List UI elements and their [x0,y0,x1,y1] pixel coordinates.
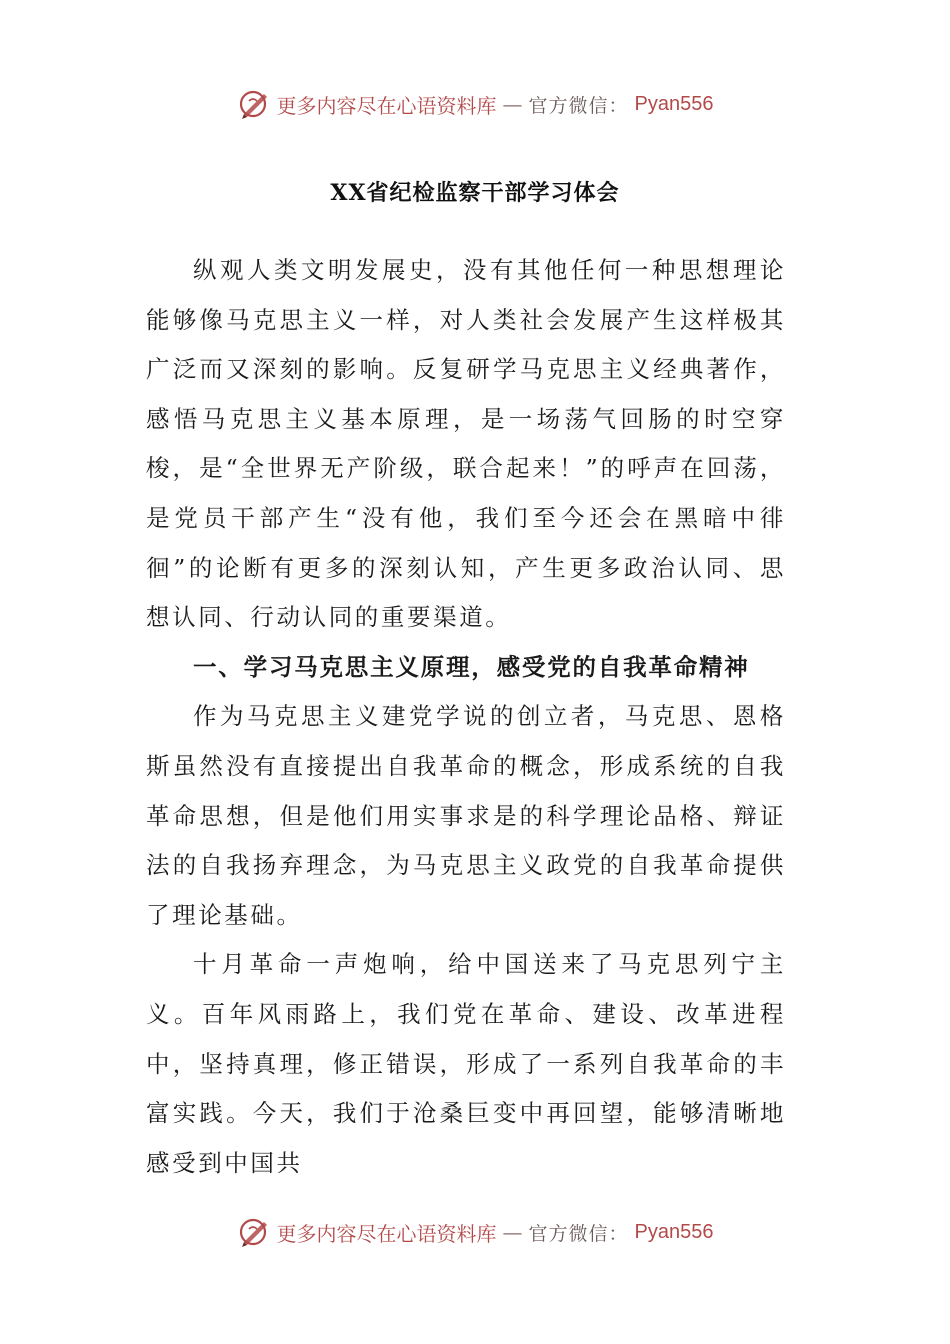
watermark-dash: — [502,1220,523,1244]
document-title: XX省纪检监察干部学习体会 [330,180,620,206]
document-body [146,246,786,1188]
watermark-official-label: 官方微信： [528,94,629,117]
footer-watermark [0,1212,950,1252]
header-watermark [0,84,950,124]
pen-logo-icon [237,87,271,121]
section-paragraph: 十月革命一声炮响，给中国送来了马克思列宁主义。百年风雨路上，我们党在革命、建设、改革进程中，坚持真理，修正错误，形成了一系列自我革命的丰富实践。今天，我们于沧桑巨变中再回望，能够清晰地感受到中国共 [146,950,786,1177]
section-heading: 一、学习马克思主义原理，感受党的自我革命精神 [193,652,750,681]
section-paragraph: 作为马克思主义建党学说的创立者，马克思、恩格斯虽然没有直接提出自我革命的概念，形成系统的自我革命思想，但是他们用实事求是的科学理论品格、辩证法的自我扬弃理念，为马克思主义政党的自我革命提供了理论基础。 [146,702,786,929]
pen-logo-icon [237,1215,271,1249]
watermark-wechat-id: Pyan556 [634,92,714,115]
watermark-text: 更多内容尽在心语资料库 [276,1221,497,1246]
watermark-dash: — [502,92,523,116]
watermark-wechat-id: Pyan556 [634,1220,714,1243]
watermark-text: 更多内容尽在心语资料库 [276,93,497,118]
intro-paragraph: 纵观人类文明发展史，没有其他任何一种思想理论能够像马克思主义一样，对人类社会发展产生这样极其广泛而又深刻的影响。反复研学马克思主义经典著作，感悟马克思主义基本原理，是一场荡气回肠的时空穿梭，是“全世界无产阶级，联合起来！”的呼声在回荡，是党员干部产生“没有他，我们至今还会在黑暗中徘徊”的论断有更多的深刻认知，产生更多政治认同、思想认同、行动认同的重要渠道。 [146,256,786,632]
watermark-official-label: 官方微信： [528,1222,629,1245]
